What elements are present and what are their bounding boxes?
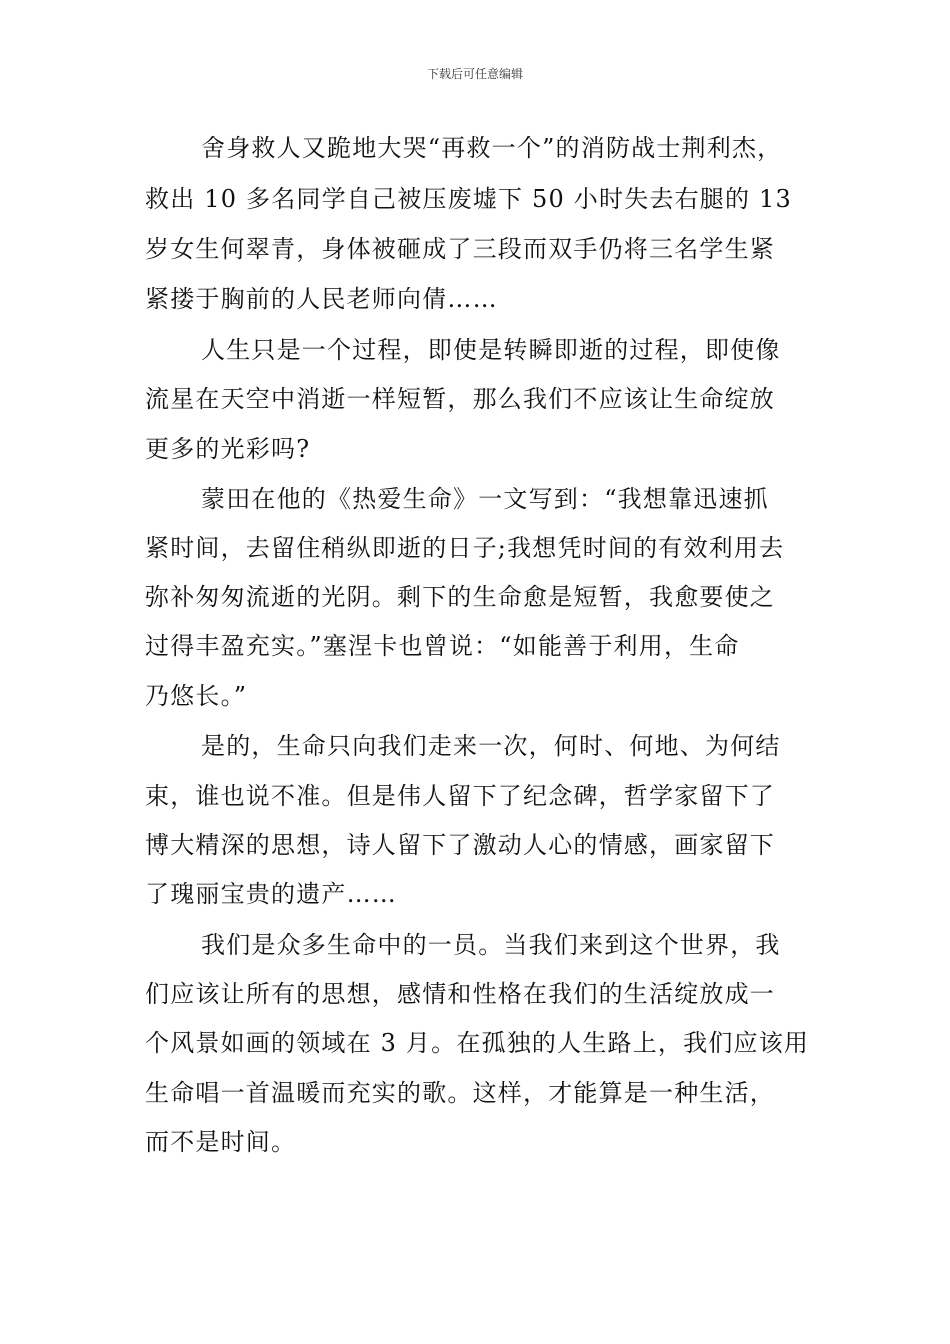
paragraph-1-line-3: 岁女生何翠青，身体被砸成了三段而双手仍将三名学生紧 <box>145 235 775 263</box>
paragraph-5-line-2: 们应该让所有的思想，感情和性格在我们的生活绽放成一 <box>145 980 775 1008</box>
paragraph-2-line-1: 人生只是一个过程，即使是转瞬即逝的过程，即使像 <box>201 336 781 364</box>
paragraph-3-line-1: 蒙田在他的《热爱生命》一文写到：“我想靠迅速抓 <box>201 485 769 513</box>
page-header: 下载后可任意编辑 <box>426 67 523 81</box>
paragraph-3-line-2: 紧时间，去留住稍纵即逝的日子;我想凭时间的有效利用去 <box>145 534 785 562</box>
paragraph-3-line-4: 过得丰盈充实。”塞涅卡也曾说：“如能善于利用，生命 <box>145 632 740 660</box>
paragraph-1-line-1: 舍身救人又跪地大哭“再救一个”的消防战士荆利杰， <box>201 134 783 162</box>
paragraph-5-line-5: 而不是时间。 <box>145 1128 297 1156</box>
paragraph-4-line-2: 束，谁也说不准。但是伟人留下了纪念碑，哲学家留下了 <box>145 782 775 810</box>
paragraph-4-line-1: 是的，生命只向我们走来一次，何时、何地、为何结 <box>201 732 781 760</box>
paragraph-5-line-1: 我们是众多生命中的一员。当我们来到这个世界，我 <box>201 931 781 959</box>
paragraph-3-line-3: 弥补匆匆流逝的光阴。剩下的生命愈是短暂，我愈要使之 <box>145 583 775 611</box>
paragraph-1-line-2: 救出 10 多名同学自己被压废墟下 50 小时失去右腿的 13 <box>145 185 792 213</box>
paragraph-3-line-5: 乃悠长。” <box>145 682 248 710</box>
paragraph-5-line-4: 生命唱一首温暖而充实的歌。这样，才能算是一种生活， <box>145 1079 775 1107</box>
paragraph-5-line-3: 个风景如画的领域在 3 月。在孤独的人生路上，我们应该用 <box>145 1029 810 1057</box>
paragraph-2-line-3: 更多的光彩吗? <box>145 435 311 463</box>
paragraph-2-line-2: 流星在天空中消逝一样短暂，那么我们不应该让生命绽放 <box>145 385 775 413</box>
paragraph-1-line-4: 紧搂于胸前的人民老师向倩…… <box>145 285 498 313</box>
paragraph-4-line-3: 博大精深的思想，诗人留下了激动人心的情感，画家留下 <box>145 831 775 859</box>
paragraph-4-line-4: 了瑰丽宝贵的遗产…… <box>145 880 397 908</box>
